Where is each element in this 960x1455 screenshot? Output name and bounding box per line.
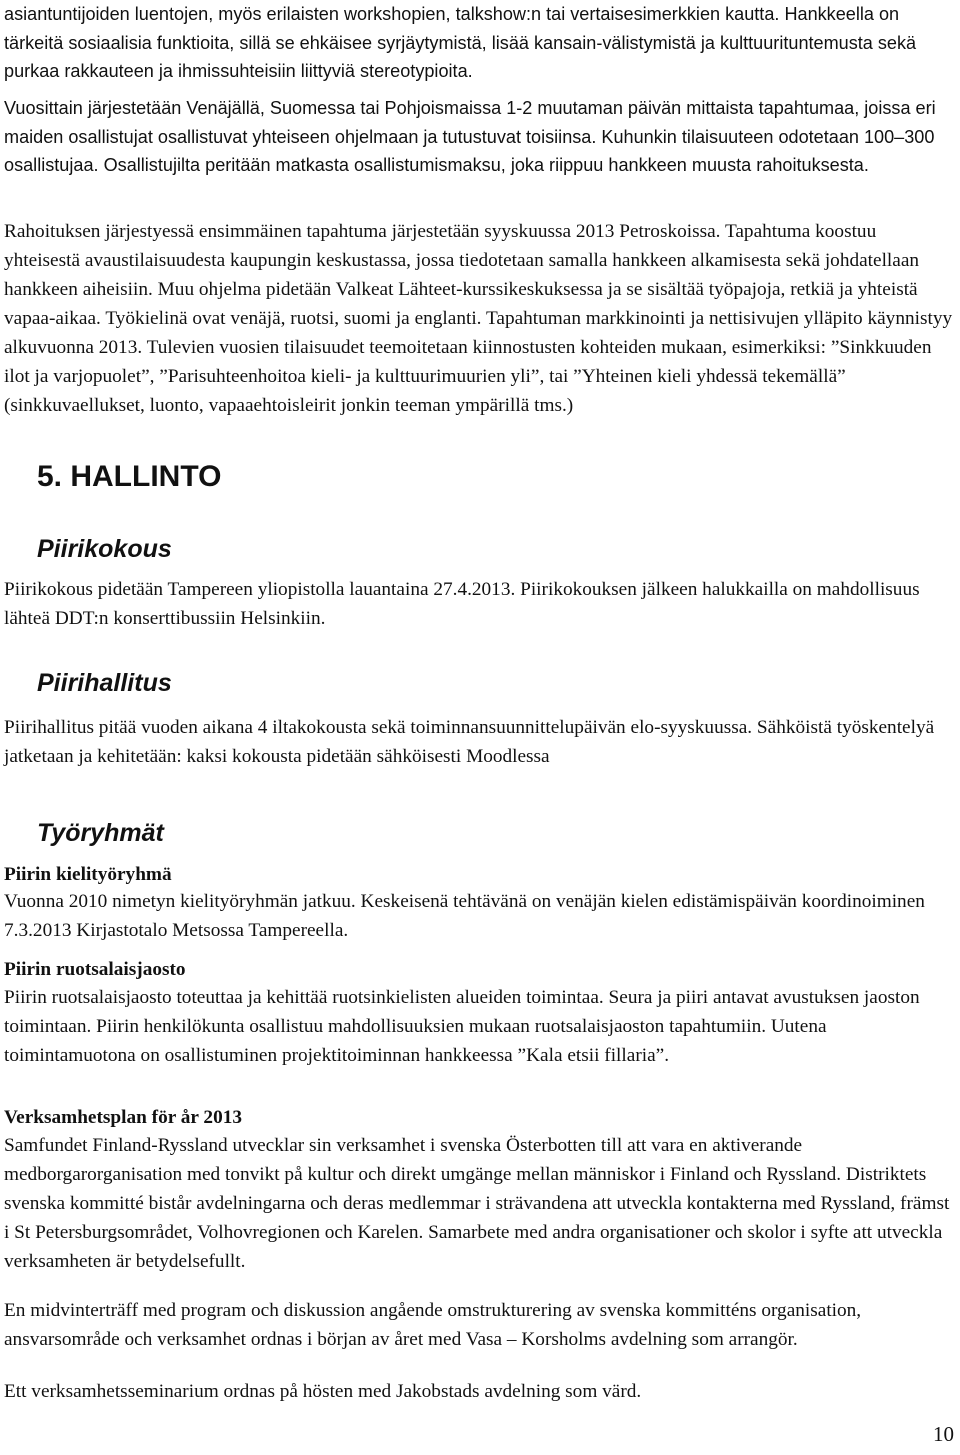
piirikokous-heading: Piirikokous bbox=[37, 535, 172, 563]
verksamhetsplan-text-2: En midvinterträff med program och diskussion angående omstrukturering av svenska kommitténs organisation, ansvarsområde och verksamhet ordnas i början av året med Vasa – Korsholms avdelning som arrangör. bbox=[4, 1300, 862, 1350]
kielityoryhma-text: Vuonna 2010 nimetyn kielityöryhmän jatkuu. Keskeisenä tehtävänä on venäjän kielen edistämispäivän koordinoiminen 7.3.2013 Kirjastotalo Metsossa Tampereella. bbox=[4, 891, 925, 941]
kielityoryhma-title: Piirin kielityöryhmä bbox=[4, 864, 172, 885]
intro-paragraph-3: Rahoituksen järjestyessä ensimmäinen tapahtuma järjestetään syyskuussa 2013 Petroskoissa. Tapahtuma koostuu yhteisestä avaustilaisuudesta kaupungin keskustassa, jossa tiedotetaan samalla hankkeen alkamisesta sekä johdatellaan hankkeen aiheisiin. Muu ohjelma pidetään Valkeat Lähteet-kurssikeskuksessa ja se sisältää työpajoja, retkiä ja yhteistä vapaa-aikaa. Työkielinä ovat venäjä, ruotsi, suomi ja englanti. Tapahtuman markkinointi ja nettisivujen ylläpito käynnistyy alkuvuonna 2013. Tulevien vuosien tilaisuudet teemoitetaan kiinnostusten kohteiden mukaan, esimerkiksi: ”Sinkkuuden ilot ja varjopuolet”, ”Parisuhteenhoitoa kieli- ja kulttuurimuurien yli”, tai ”Yhteinen kieli yhdessä tekemällä” (sinkkuvaellukset, luonto, vapaaehtoisleirit jonkin teeman ympärillä tms.) bbox=[4, 221, 953, 416]
piirihallitus-heading: Piirihallitus bbox=[37, 669, 172, 697]
page-number: 10 bbox=[933, 1422, 954, 1446]
ruotsalaisjaosto-title: Piirin ruotsalaisjaosto bbox=[4, 959, 186, 980]
section-heading: 5. HALLINTO bbox=[37, 460, 222, 493]
piirikokous-text: Piirikokous pidetään Tampereen yliopistolla lauantaina 27.4.2013. Piirikokouksen jälkeen halukkailla on mahdollisuus lähteä DDT:n konserttibussiin Helsinkiin. bbox=[4, 579, 920, 629]
ruotsalaisjaosto-text: Piirin ruotsalaisjaosto toteuttaa ja kehittää ruotsinkielisten alueiden toimintaa. Seura ja piiri antavat avustuksen jaoston toimintaan. Piirin henkilökunta osallistuu mahdollisuuksien mukaan ruotsalaisjaoston tapahtumiin. Uutena toimintamuotona on osallistuminen projektitoiminnan hankkeessa ”Kala etsii fillaria”. bbox=[4, 987, 920, 1066]
verksamhetsplan-title: Verksamhetsplan för år 2013 bbox=[4, 1107, 242, 1128]
intro-paragraph-1: asiantuntijoiden luentojen, myös erilaisten workshopien, talkshow:n tai vertaisesimerkkien kautta. Hankkeella on tärkeitä sosiaalisia funktioita, sillä se ehkäisee syrjäytymistä, lisää kansain-välistymistä ja kulttuurituntemusta sekä purkaa rakkauteen ja ihmissuhteisiin liittyviä stereotypioita. bbox=[4, 4, 917, 82]
piirihallitus-text: Piirihallitus pitää vuoden aikana 4 iltakokousta sekä toiminnansuunnittelupäivän elo-syyskuussa. Sähköistä työskentelyä jatketaan ja kehitetään: kaksi kokousta pidetään sähköisesti Moodlessa bbox=[4, 717, 935, 767]
verksamhetsplan-text-3: Ett verksamhetsseminarium ordnas på hösten med Jakobstads avdelning som värd. bbox=[4, 1381, 642, 1402]
verksamhetsplan-text-1: Samfundet Finland-Ryssland utvecklar sin verksamhet i svenska Österbotten till att vara en aktiverande medborgarorganisation med tonvikt på kultur och direkt umgänge mellan människor i Finland och Ryssland. Distriktets svenska kommitté bistår avdelningarna och deras medlemmar i strävandena att utveckla kontakterna med Ryssland, främst i St Petersburgsområdet, Volhovregionen och Karelen. Samarbete med andra organisationer och skolor i syfte att utveckla verksamheten är betydelsefullt. bbox=[4, 1135, 950, 1272]
intro-paragraph-2: Vuosittain järjestetään Venäjällä, Suomessa tai Pohjoismaissa 1-2 muutaman päivän mittaista tapahtumaa, joissa eri maiden osallistujat osallistuvat yhteiseen ohjelmaan ja tutustuvat toisiinsa. Kuhunkin tilaisuuteen odotetaan 100–300 osallistujaa. Osallistujilta peritään matkasta osallistumismaksu, joka riippuu hankkeen muusta rahoituksesta. bbox=[4, 98, 936, 176]
tyoryhmat-heading: Työryhmät bbox=[37, 819, 164, 847]
